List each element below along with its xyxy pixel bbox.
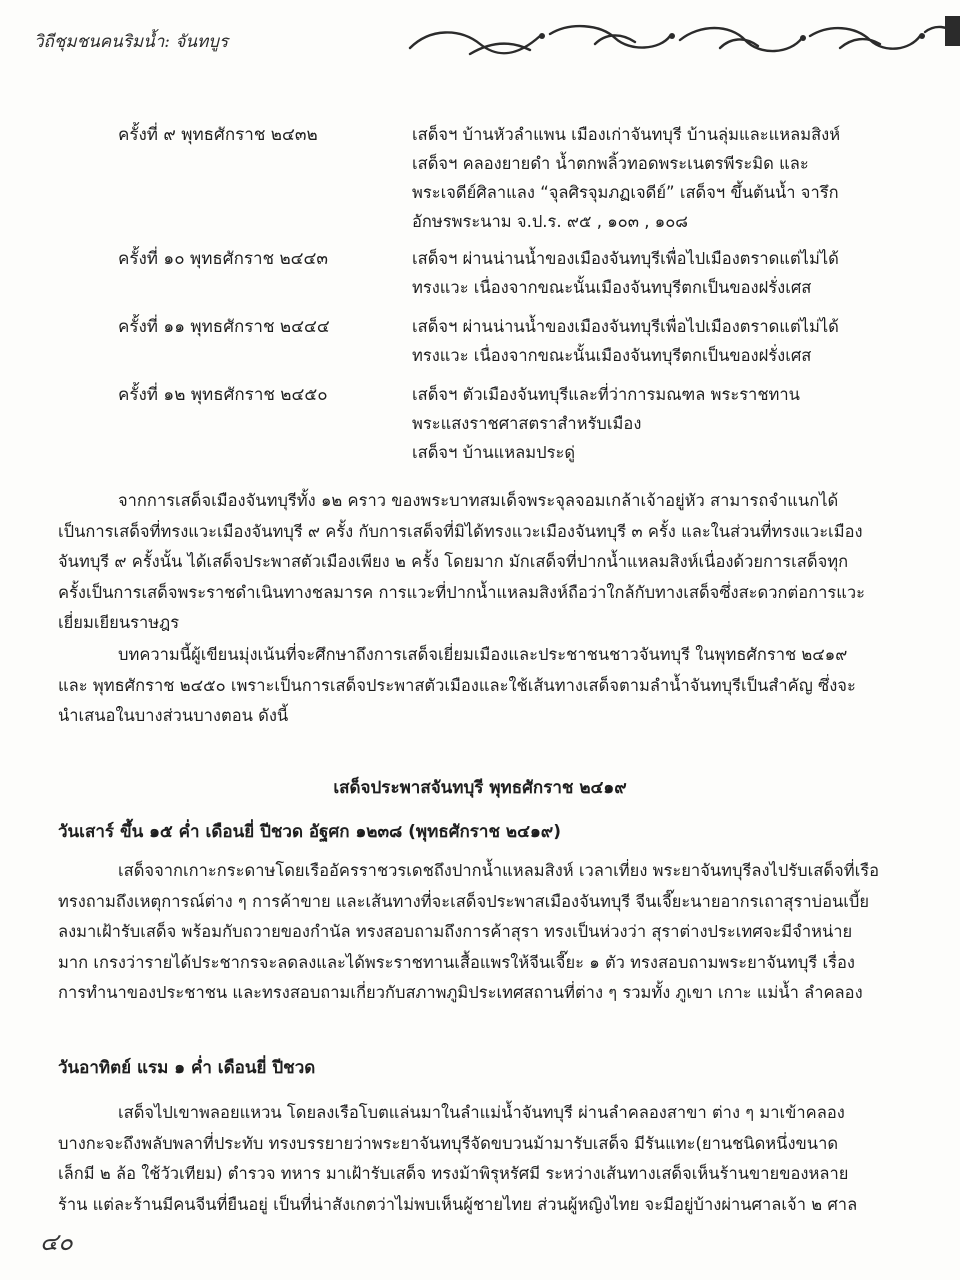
day1-paragraph — [58, 856, 880, 1009]
visit-line: เสด็จฯ คลองยายดำ น้ำตกพลิ้วทอดพระเนตรพีระมิด และ — [412, 154, 809, 173]
visit-description — [412, 312, 852, 370]
intro-paragraph — [58, 486, 866, 639]
paragraph-line: เสด็จไปเขาพลอยแหวน โดยลงเรือโบตแล่นมาในลำแม่น้ำจันทบุรี ผ่านลำคลองสาขา ต่าง ๆ มาเข้าคลอง — [118, 1103, 845, 1122]
paragraph-line: เยี่ยมเยียนราษฎร — [58, 613, 180, 632]
paragraph-line: และ พุทธศักราช ๒๔๕๐ เพราะเป็นการเสด็จประพาสตัวเมืองและใช้เส้นทางเสด็จตามลำน้ำจันทบุรีเป็นสำคัญ ซึ่งจะ — [58, 675, 856, 695]
visit-line: เสด็จฯ ตัวเมืองจันทบุรีและที่ว่าการมณฑล พระราชทาน — [412, 385, 800, 404]
visit-label: ครั้งที่ ๑๐ พุทธศักราช ๒๔๔๓ — [118, 249, 329, 269]
paragraph-line: ครั้งเป็นการเสด็จพระราชดำเนินทางชลมารค การแวะที่ปากน้ำแหลมสิงห์ถือว่าใกล้กับทางเสด็จซึ่งสะดวกต่อการแวะ — [58, 582, 866, 602]
visit-line: เสด็จฯ ผ่านน่านน้ำของเมืองจันทบุรีเพื่อไปเมืองตราดแต่ไม่ได้ — [412, 249, 839, 268]
day2-paragraph — [58, 1098, 858, 1220]
running-header-title: วิถีชุมชนคนริมน้ำ: จันทบูร — [34, 32, 229, 52]
visit-line: พระแสงราชศาสตราสำหรับเมือง — [412, 414, 642, 433]
day1-heading: วันเสาร์ ขึ้น ๑๕ ค่ำ เดือนยี่ ปีชวด อัฐศก ๑๒๓๘ (พุทธศักราช ๒๔๑๙) — [58, 822, 562, 842]
visit-description — [412, 120, 852, 236]
paragraph-line: บทความนี้ผู้เขียนมุ่งเน้นที่จะศึกษาถึงการเสด็จเยี่ยมเมืองและประชาชนชาวจันทบุรี ในพุทธศักราช ๒๔๑๙ — [118, 645, 848, 664]
visit-label: ครั้งที่ ๑๒ พุทธศักราช ๒๔๕๐ — [118, 385, 328, 405]
paragraph-line: ทรงถามถึงเหตุการณ์ต่าง ๆ การค้าขาย และเส้นทางที่จะเสด็จประพาสเมืองจันทบุรี จีนเจี๊ยะนายอากรเถาสุราบ่อนเบี้ย — [58, 891, 870, 911]
page-number: ๔๐ — [40, 1228, 73, 1256]
paragraph-line: มาก เกรงว่ารายได้ประชากรจะลดลงและได้พระราชทานเสื้อแพรให้จีนเจี๊ยะ ๑ ตัว ทรงสอบถามพระยาจันทบุรี เรื่อง — [58, 952, 855, 972]
visit-line: ทรงแวะ เนื่องจากขณะนั้นเมืองจันทบุรีตกเป็นของฝรั่งเศส — [412, 346, 812, 365]
decorative-scroll-ornament-icon — [400, 14, 960, 64]
visit-description — [412, 380, 852, 467]
visit-line: เสด็จฯ บ้านหัวลำแพน เมืองเก่าจันทบุรี บ้านลุ่มและแหลมสิงห์ — [412, 125, 841, 144]
paragraph-line: จันทบุรี ๙ ครั้งนั้น ได้เสด็จประพาสตัวเมืองเพียง ๒ ครั้ง โดยมาก มักเสด็จที่ปากน้ำแหลมสิงห์เนื่องด้วยการเสด็จทุก — [58, 552, 849, 571]
paragraph-line: บางกะจะถึงพลับพลาที่ประทับ ทรงบรรยายว่าพระยาจันทบุรีจัดขบวนม้ามารับเสด็จ มีรันแทะ(ยานชนิดหนึ่งขนาด — [58, 1133, 839, 1153]
paragraph-line: เสด็จจากเกาะกระดาษโดยเรืออัครราชวรเดชถึงปากน้ำแหลมสิงห์ เวลาเที่ยง พระยาจันทบุรีลงไปรับเสด็จที่เรือ — [118, 861, 880, 880]
paragraph-line: เป็นการเสด็จที่ทรงแวะเมืองจันทบุรี ๙ ครั้ง กับการเสด็จที่มิได้ทรงแวะเมืองจันทบุรี ๓ ครั้ง และในส่วนที่ทรงแวะเมือง — [58, 521, 863, 541]
visit-description — [412, 244, 852, 302]
paragraph-line: จากการเสด็จเมืองจันทบุรีทั้ง ๑๒ คราว ของพระบาทสมเด็จพระจุลจอมเกล้าเจ้าอยู่หัว สามารถจำแนกได้ — [118, 491, 839, 510]
visit-line: อักษรพระนาม จ.ป.ร. ๙๕ , ๑๐๓ , ๑๐๘ — [412, 212, 689, 231]
visit-line: ทรงแวะ เนื่องจากขณะนั้นเมืองจันทบุรีตกเป็นของฝรั่งเศส — [412, 278, 812, 297]
paragraph-line: เล็กมี ๒ ล้อ ใช้วัวเทียม) ตำรวจ ทหาร มาเฝ้ารับเสด็จ ทรงม้าพิรุหรัศมี ระหว่างเส้นทางเสด็จเห็นร้านขายของหลาย — [58, 1164, 849, 1183]
focus-paragraph — [58, 640, 856, 732]
visit-line: เสด็จฯ ผ่านน่านน้ำของเมืองจันทบุรีเพื่อไปเมืองตราดแต่ไม่ได้ — [412, 317, 839, 336]
visit-line: เสด็จฯ บ้านแหลมประดู่ — [412, 443, 576, 462]
visit-label: ครั้งที่ ๙ พุทธศักราช ๒๔๓๒ — [118, 125, 318, 145]
paragraph-line: นำเสนอในบางส่วนบางตอน ดังนี้ — [58, 706, 289, 725]
paragraph-line: ร้าน แต่ละร้านมีคนจีนที่ยืนอยู่ เป็นที่น่าสังเกตว่าไม่พบเห็นผู้ชายไทย ส่วนผู้หญิงไทย จะมีอยู่บ้างผ่านศาลเจ้า ๒ ศาล — [58, 1194, 858, 1214]
section-heading: เสด็จประพาสจันทบุรี พุทธศักราช ๒๔๑๙ — [333, 778, 627, 798]
paragraph-line: ลงมาเฝ้ารับเสด็จ พร้อมกับถวายของกำนัล ทรงสอบถามถึงการค้าสุรา ทรงเป็นห่วงว่า สุราต่างประเทศจะมีจำหน่าย — [58, 922, 853, 941]
paragraph-line: การทำนาของประชาชน และทรงสอบถามเกี่ยวกับสภาพภูมิประเทศสถานที่ต่าง ๆ รวมทั้ง ภูเขา เกาะ แม่น้ำ ลำคลอง — [58, 983, 863, 1002]
day2-heading: วันอาทิตย์ แรม ๑ ค่ำ เดือนยี่ ปีชวด — [58, 1058, 316, 1078]
visit-label: ครั้งที่ ๑๑ พุทธศักราช ๒๔๔๔ — [118, 317, 330, 337]
visit-line: พระเจดีย์ศิลาแลง “จุลศิรจุมภฏเจดีย์” เสด็จฯ ขึ้นต้นน้ำ จารึก — [412, 183, 839, 202]
